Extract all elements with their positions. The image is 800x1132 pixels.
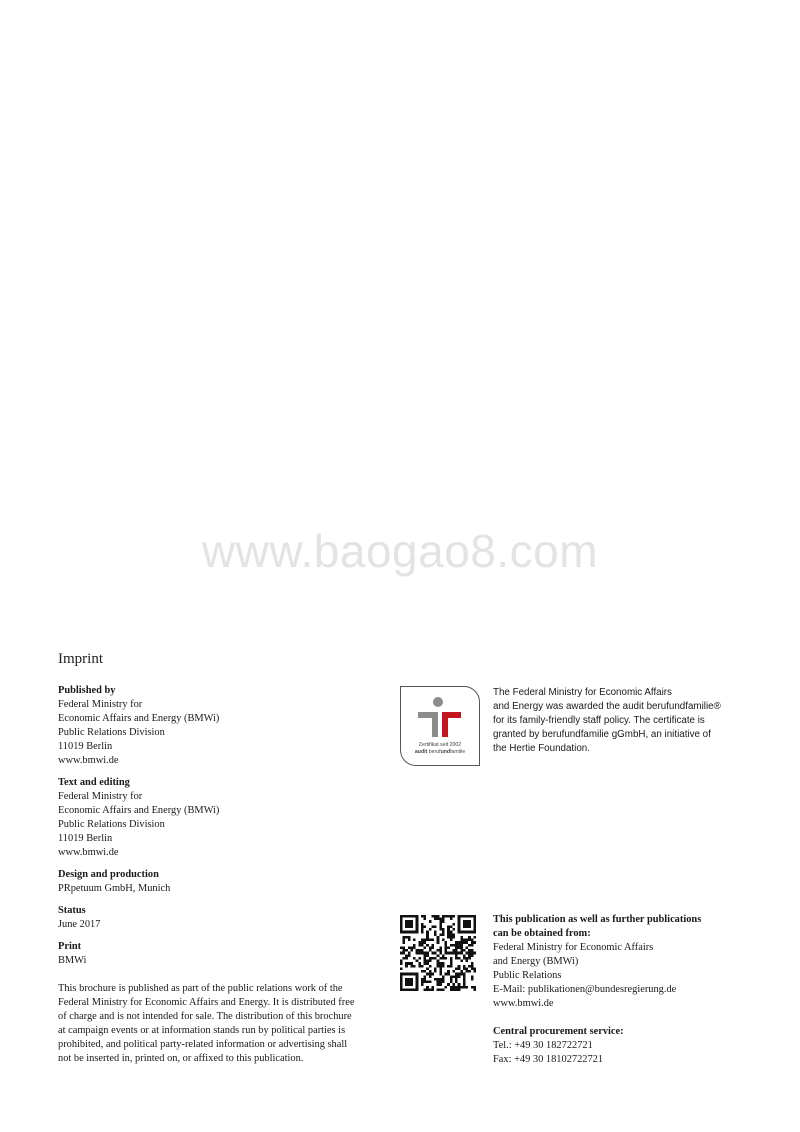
certificate-line: and Energy was awarded the audit berufundfamilie® bbox=[493, 701, 721, 712]
logo-caption-certified: Zertifikat seit 2002 bbox=[418, 742, 462, 748]
publications-website: www.bmwi.de bbox=[493, 998, 554, 1009]
print-title: Print bbox=[58, 941, 82, 952]
certificate-description bbox=[493, 686, 733, 756]
notice-line: Federal Ministry for Economic Affairs and Energy. It is distributed free bbox=[58, 997, 355, 1008]
audit-certificate-logo bbox=[400, 686, 480, 766]
notice-line: at campaign events or at information stands run by political parties is bbox=[58, 1025, 346, 1036]
notice-line: of charge and is not intended for sale. The distribution of this brochure bbox=[58, 1011, 352, 1022]
procurement-fax: Fax: +49 30 18102722721 bbox=[493, 1054, 604, 1065]
text-editing-line: 11019 Berlin bbox=[58, 833, 113, 844]
status-section bbox=[58, 904, 388, 932]
status-title: Status bbox=[58, 905, 86, 916]
certificate-line: granted by berufundfamilie gGmbH, an initiative of bbox=[493, 729, 711, 740]
published-by-line: Public Relations Division bbox=[58, 727, 165, 738]
design-line: PRpetuum GmbH, Munich bbox=[58, 883, 171, 894]
watermark-text: www.baogao8.com bbox=[201, 525, 599, 577]
text-editing-website: www.bmwi.de bbox=[58, 847, 119, 858]
publications-line: and Energy (BMWi) bbox=[493, 956, 579, 967]
publications-title-cont: can be obtained from: bbox=[493, 928, 591, 939]
page-title: Imprint bbox=[58, 651, 103, 667]
published-by-section bbox=[58, 684, 388, 768]
logo-caption-brand: audit berufundfamilie bbox=[414, 749, 466, 755]
text-editing-line: Economic Affairs and Energy (BMWi) bbox=[58, 805, 220, 816]
imprint-left-column bbox=[58, 684, 388, 1066]
print-section bbox=[58, 940, 388, 968]
procurement-phone: Tel.: +49 30 182722721 bbox=[493, 1040, 593, 1051]
qr-code-icon bbox=[400, 915, 476, 991]
text-editing-section bbox=[58, 776, 388, 860]
published-by-line: Economic Affairs and Energy (BMWi) bbox=[58, 713, 220, 724]
published-by-website: www.bmwi.de bbox=[58, 755, 119, 766]
text-editing-title: Text and editing bbox=[58, 777, 130, 788]
certificate-line: The Federal Ministry for Economic Affairs bbox=[493, 687, 672, 698]
notice-line: This brochure is published as part of the public relations work of the bbox=[58, 983, 343, 994]
certificate-line: for its family-friendly staff policy. The certificate is bbox=[493, 715, 705, 726]
text-editing-line: Federal Ministry for bbox=[58, 791, 143, 802]
text-editing-line: Public Relations Division bbox=[58, 819, 165, 830]
published-by-title: Published by bbox=[58, 685, 116, 696]
notice-line: prohibited, and political party-related information or advertising shall bbox=[58, 1039, 348, 1050]
certificate-line: the Hertie Foundation. bbox=[493, 743, 590, 754]
distribution-notice bbox=[58, 982, 388, 1066]
print-line: BMWi bbox=[58, 955, 87, 966]
design-title: Design and production bbox=[58, 869, 159, 880]
publications-title: This publication as well as further publications bbox=[493, 914, 702, 925]
status-line: June 2017 bbox=[58, 919, 101, 930]
published-by-line: Federal Ministry for bbox=[58, 699, 143, 710]
publications-order-column bbox=[493, 913, 753, 1067]
publications-line: Public Relations bbox=[493, 970, 562, 981]
procurement-title: Central procurement service: bbox=[493, 1026, 624, 1037]
publications-email: E-Mail: publikationen@bundesregierung.de bbox=[493, 984, 677, 995]
published-by-line: 11019 Berlin bbox=[58, 741, 113, 752]
design-section bbox=[58, 868, 388, 896]
publications-line: Federal Ministry for Economic Affairs bbox=[493, 942, 654, 953]
notice-line: not be inserted in, printed on, or affixed to this publication. bbox=[58, 1053, 304, 1064]
